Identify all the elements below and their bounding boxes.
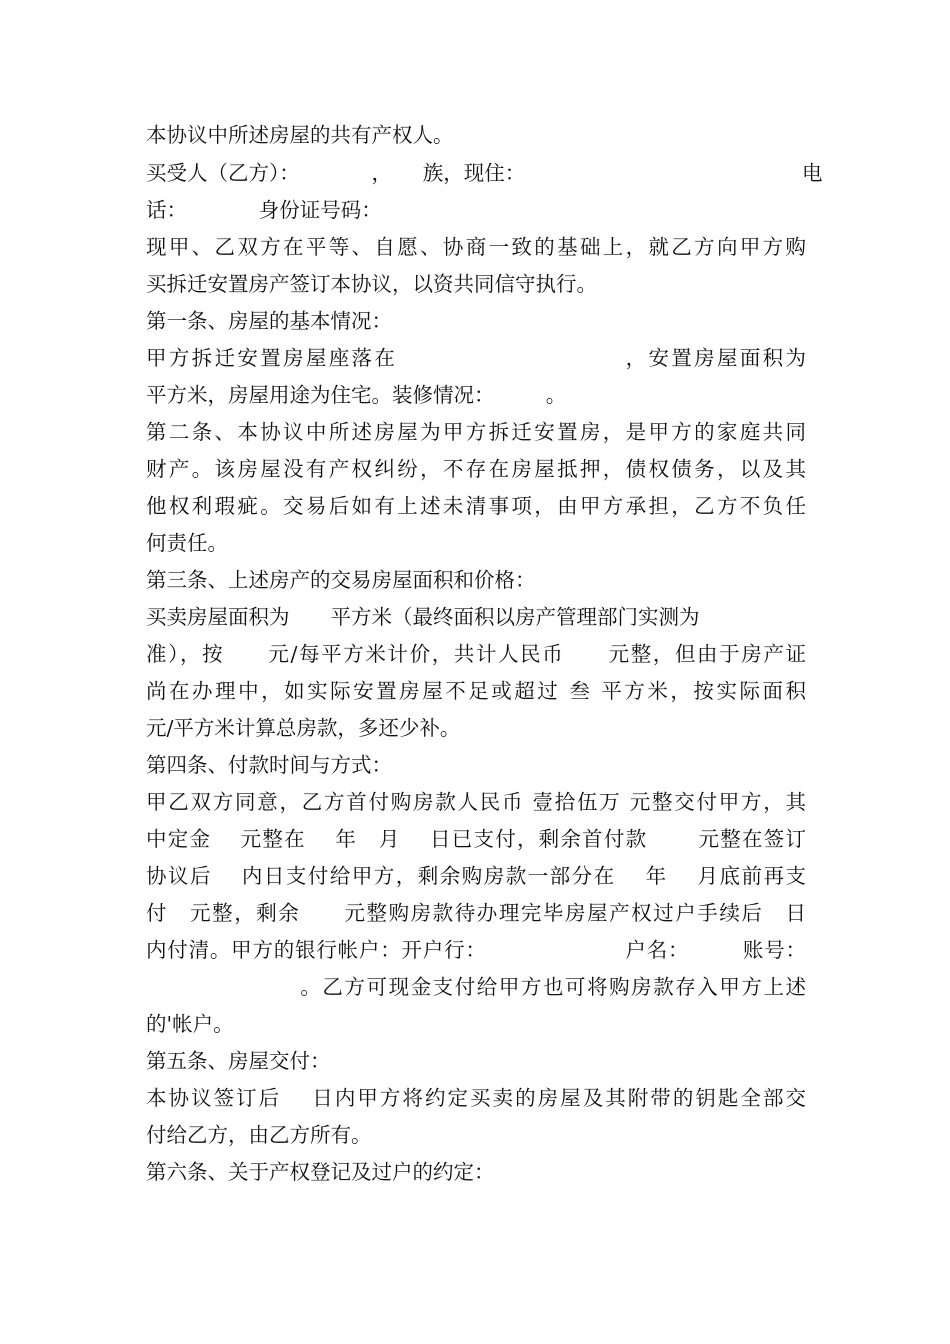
text-line: 第六条、关于产权登记及过户的约定： xyxy=(146,1160,495,1184)
text-line: 现甲、乙双方在平等、自愿、协商一致的基础上，就乙方向甲方购 xyxy=(146,235,806,259)
text-line: 协议后 内日支付给甲方，剩余购房款一部分在 年 月底前再支 xyxy=(146,864,806,888)
text-line: 第一条、房屋的基本情况： xyxy=(146,309,392,333)
text-line: 第二条、本协议中所述房屋为甲方拆迁安置房，是甲方的家庭共同 xyxy=(146,420,806,444)
text-line: 本协议中所述房屋的共有产权人。 xyxy=(146,123,454,147)
text-line: 第四条、付款时间与方式： xyxy=(146,753,392,777)
text-line: 第五条、房屋交付： xyxy=(146,1049,331,1073)
text-line: 何责任。 xyxy=(146,531,228,555)
text-line: 付给乙方，由乙方所有。 xyxy=(146,1123,372,1147)
text-line: 中定金 元整在 年 月 日已支付，剩余首付款 元整在签订 xyxy=(146,827,806,851)
text-line: 平方米，房屋用途为住宅。装修情况： 。 xyxy=(146,383,567,407)
text-line: 财产。该房屋没有产权纠纷，不存在房屋抵押，债权债务，以及其 xyxy=(146,457,806,481)
text-line: 买受人（乙方）： ， 族，现住： 电 xyxy=(146,161,823,185)
text-line: 元/平方米计算总房款，多还少补。 xyxy=(146,716,461,740)
text-line: 准），按 元/每平方米计价，共计人民币 元整，但由于房产证 xyxy=(146,642,806,666)
text-line: 尚在办理中，如实际安置房屋不足或超过 叁 平方米，按实际面积 xyxy=(146,679,806,703)
text-line: 内付清。甲方的银行帐户：开户行： 户名： 账号： xyxy=(146,938,806,962)
text-line: 他权利瑕疵。交易后如有上述未清事项，由甲方承担，乙方不负任 xyxy=(146,494,806,518)
text-line: 甲乙双方同意，乙方首付购房款人民币 壹拾伍万 元整交付甲方，其 xyxy=(146,790,806,814)
text-line: 甲方拆迁安置房屋座落在 ，安置房屋面积为 xyxy=(146,346,806,370)
text-line: 本协议签订后 日内甲方将约定买卖的房屋及其附带的钥匙全部交 xyxy=(146,1086,806,1110)
text-line: 付 元整，剩余 元整购房款待办理完毕房屋产权过户手续后 日 xyxy=(146,901,806,925)
text-line: 的'帐户。 xyxy=(146,1012,234,1036)
text-line: 买拆迁安置房产签订本协议，以资共同信守执行。 xyxy=(146,272,597,296)
text-line: 话： 身份证号码： xyxy=(146,198,382,222)
text-line: 第三条、上述房产的交易房屋面积和价格： xyxy=(146,568,536,592)
text-line: 买卖房屋面积为 平方米（最终面积以房产管理部门实测为 xyxy=(146,605,700,629)
text-line: 。乙方可现金支付给甲方也可将购房款存入甲方上述 xyxy=(146,975,806,999)
